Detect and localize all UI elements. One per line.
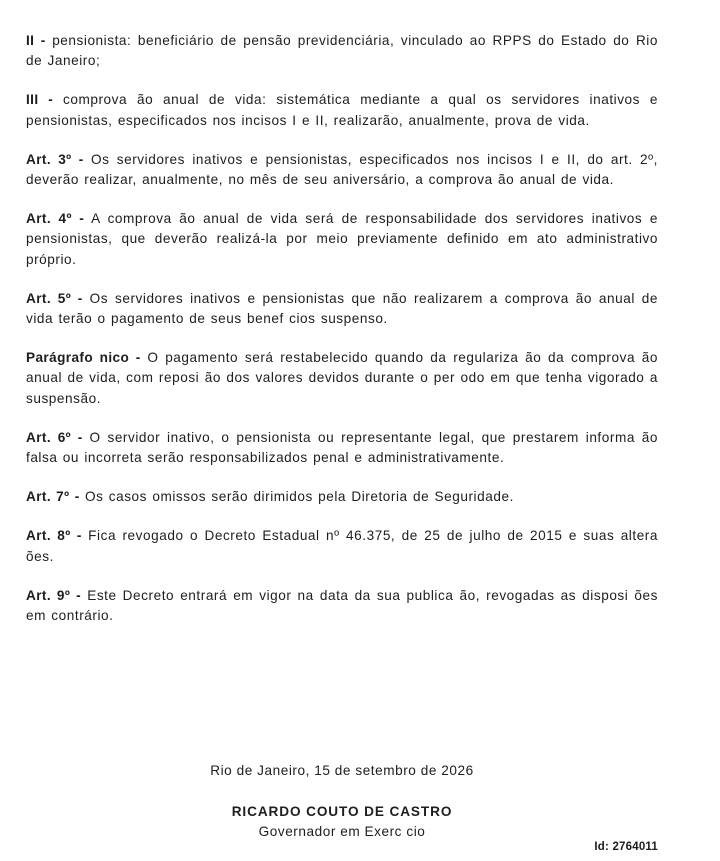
paragraph-text: O pagamento será restabelecido quando da regulariza ão da comprova ão anual de vida, com reposi ão dos valores devidos durante o per odo em que tenha vigorado a suspensão. — [26, 350, 658, 406]
paragraph-label: Parágrafo nico - — [26, 350, 141, 366]
paragraph-inciso-ii — [26, 31, 658, 71]
paragraph-label: Art. 8º - — [26, 528, 82, 544]
place-and-date: Rio de Janeiro, 15 de setembro de 2026 — [210, 763, 474, 778]
paragraph-label: Art. 7º - — [26, 489, 80, 505]
paragraph-art-7 — [26, 487, 658, 507]
paragraph-art-5 — [26, 289, 658, 329]
paragraph-art-9 — [26, 586, 658, 626]
paragraph-art-8 — [26, 526, 658, 566]
paragraph-label: Art. 4º - — [26, 211, 85, 227]
document-id: Id: 2764011 — [594, 841, 658, 853]
paragraph-label: III - — [26, 92, 54, 108]
paragraph-art-4 — [26, 209, 658, 270]
paragraph-text: Os servidores inativos e pensionistas que não realizarem a comprova ão anual de vida terão o pagamento de seus benef cios suspenso. — [26, 290, 658, 327]
paragraph-label: II - — [26, 33, 46, 48]
paragraph-paragrafo-unico — [26, 348, 658, 409]
paragraph-text: pensionista: beneficiário de pensão previdenciária, vinculado ao RPPS do Estado do Rio de Janeiro; — [26, 33, 658, 69]
paragraph-text: Os casos omissos serão dirimidos pela Diretoria de Seguridade. — [79, 489, 514, 505]
paragraph-label: Art. 9º - — [26, 587, 82, 603]
paragraph-art-3 — [26, 150, 658, 190]
paragraph-text: Fica revogado o Decreto Estadual nº 46.375, de 25 de julho de 2015 e suas altera ões. — [26, 528, 658, 564]
paragraph-text: Os servidores inativos e pensionistas, especificados nos incisos I e II, do art. 2º, deverão realizar, anualmente, no mês de seu aniversário, a comprova ão anual de vida. — [26, 151, 658, 188]
signatory-name: RICARDO COUTO DE CASTRO — [231, 804, 453, 819]
paragraph-text: A comprova ão anual de vida será de responsabilidade dos servidores inativos e pensionistas, que deverão realizá-la por meio previamente definido em ato administrativo próprio. — [26, 211, 658, 267]
decree-body — [26, 31, 658, 645]
signatory-role: Governador em Exerc cio — [258, 824, 426, 839]
paragraph-text: Este Decreto entrará em vigor na data da sua publica ão, revogadas as disposi ões em contrário. — [26, 587, 658, 624]
paragraph-label: Art. 5º - — [26, 290, 83, 306]
paragraph-text: comprova ão anual de vida: sistemática mediante a qual os servidores inativos e pensionistas, especificados nos incisos I e II, realizarão, anualmente, prova de vida. — [26, 92, 658, 128]
paragraph-label: Art. 3º - — [26, 151, 84, 167]
paragraph-label: Art. 6º - — [26, 429, 83, 445]
paragraph-art-6 — [26, 428, 658, 468]
paragraph-inciso-iii — [26, 90, 658, 130]
paragraph-text: O servidor inativo, o pensionista ou representante legal, que prestarem informa ão falsa ou incorreta serão responsabilizados penal e administrativamente. — [26, 429, 658, 466]
